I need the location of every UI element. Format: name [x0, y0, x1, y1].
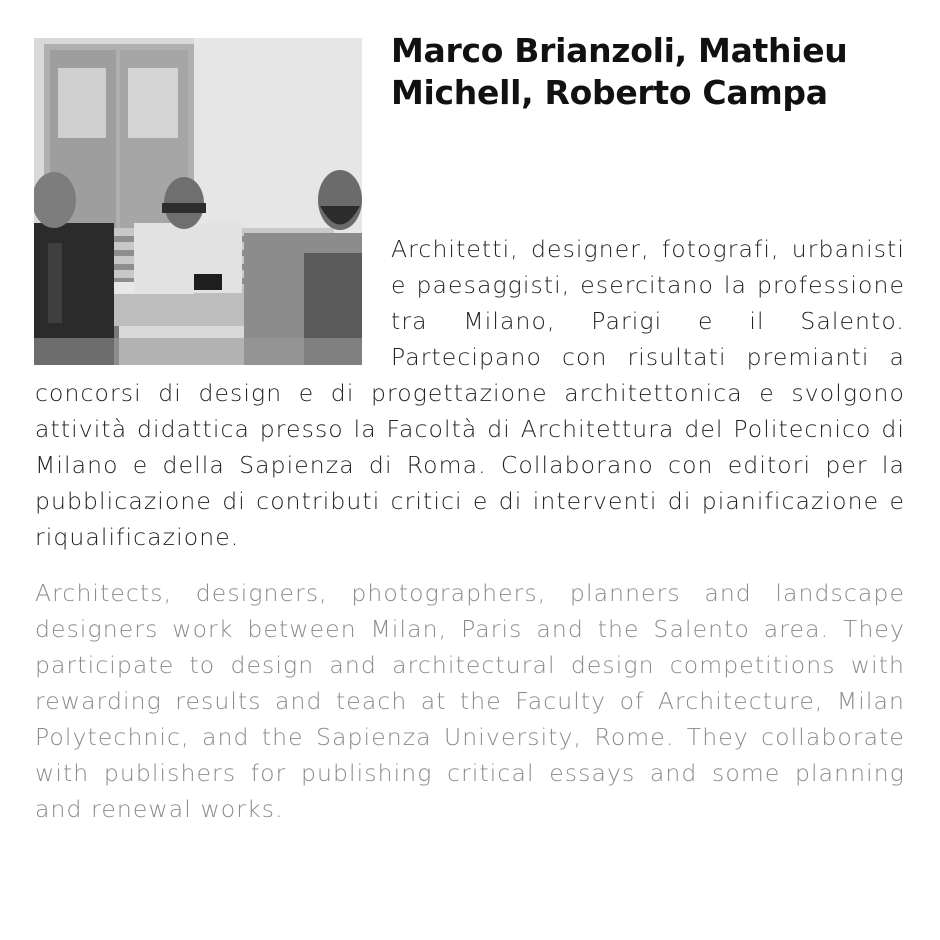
title-line-2: Michell, Roberto Campa	[391, 73, 828, 112]
bio-italian-text: Architetti, designer, fotografi, urbanisti e paesaggisti, esercitano la professione tra Milano, Parigi e il Salento. Partecipano con risultati premianti a concorsi di design e di progettazione architettonica e svolgono attività didattica presso la Facoltà di Architettura del Politecnico di Milano e della Sapienza di Roma. Collaborano con editori per la pubblicazione di contributi critici e di interventi di pianificazione e riqualificazione.	[35, 235, 905, 551]
bio-english-text: Architects, designers, photographers, planners and landscape designers work between Milan, Paris and the Salento area. They participate to design and architectural design competitions with rewarding results and teach at the Faculty of Architecture, Milan Polytechnic, and the Sapienza University, Rome. They collaborate with publishers for publishing critical essays and some planning and renewal works.	[35, 579, 905, 823]
photo-wrap-spacer	[35, 231, 391, 375]
page-title	[391, 30, 911, 114]
title-line-1: Marco Brianzoli, Mathieu	[391, 31, 848, 70]
bio-english	[35, 575, 905, 827]
bio-italian	[35, 231, 905, 555]
